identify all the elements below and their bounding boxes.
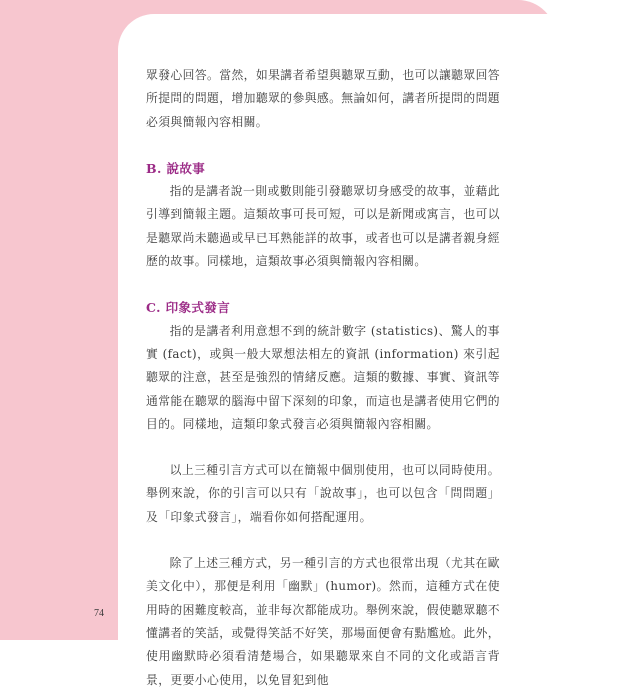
paragraph-spacer	[146, 436, 500, 459]
humor-paragraph: 除了上述三種方式，另一種引言的方式也很常出現（尤其在歐美文化中），那便是利用「幽默」(humor)。然而，這種方式在使用時的困難度較高，並非每次都能成功。舉例來說，假使聽眾聽不懂講者的笑話，或覺得笑話不好笑，那場面便會有點尷尬。此外，使用幽默時必須看清楚場合，如果聽眾來自不同的文化或語言背景，更要小心使用，以免冒犯到他	[146, 556, 500, 687]
intro-paragraph: 眾發心回答。當然，如果講者希望與聽眾互動，也可以讓聽眾回答所提問的問題，增加聽眾的參與感。無論如何，講者所提問的問題必須與簡報內容相關。	[146, 68, 500, 129]
paragraph-spacer	[146, 134, 500, 157]
paragraph-spacer	[146, 529, 500, 552]
page-number: 74	[94, 608, 104, 619]
section-b-paragraph: 指的是講者說一則或數則能引發聽眾切身感受的故事，並藉此引導到簡報主題。這類故事可長可短，可以是新聞或寓言，也可以是聽眾尚未聽過或早已耳熟能詳的故事，或者也可以是講者親身經歷的故事。同樣地，這類故事必須與簡報內容相關。	[146, 184, 500, 269]
combination-paragraph: 以上三種引言方式可以在簡報中個別使用，也可以同時使用。舉例來說，你的引言可以只有「說故事」，也可以包含「問問題」及「印象式發言」，端看你如何搭配運用。	[146, 463, 500, 524]
section-b-heading: B. 說故事	[146, 160, 206, 176]
section-c-paragraph: 指的是講者利用意想不到的統計數字 (statistics)、驚人的事實 (fact)，或與一般大眾想法相左的資訊 (information) 來引起聽眾的注意，甚至是強烈的情緒反應。這類的數據、事實、資訊等通常能在聽眾的腦海中留下深刻的印象，而這也是講者使用它們的目的。同樣地，這類印象式發言必須與簡報內容相關。	[146, 323, 500, 431]
section-c-heading: C. 印象式發言	[146, 300, 231, 316]
page-content	[146, 64, 500, 692]
paragraph-spacer	[146, 273, 500, 296]
